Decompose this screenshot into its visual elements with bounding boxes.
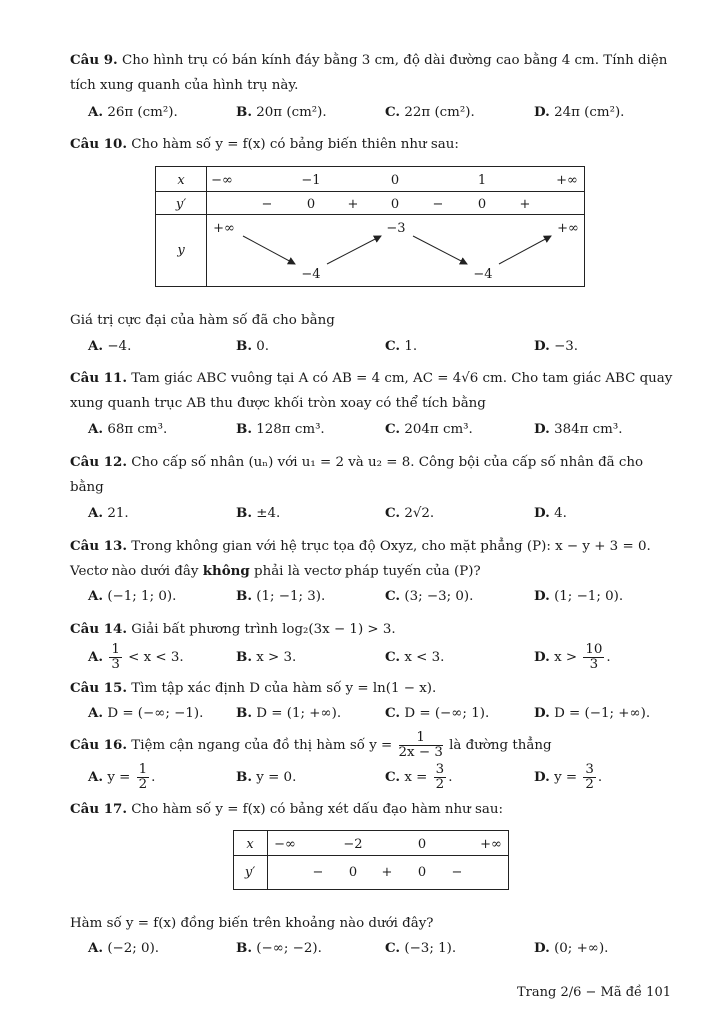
option-c[interactable]: C. x < 3. [385, 649, 445, 665]
option-d[interactable]: D. 4. [534, 505, 567, 521]
option-b[interactable]: B. (−∞; −2). [236, 940, 322, 956]
yprime-label: y′ [244, 865, 256, 880]
option-c[interactable]: C. (3; −3; 0). [385, 588, 474, 604]
question-number: Câu 9. [70, 52, 118, 68]
question-text-end: phải là vectơ pháp tuyến của (P)? [254, 564, 481, 579]
question-number: Câu 14. [70, 621, 128, 637]
question-9 [70, 48, 674, 98]
option-b[interactable]: B. 0. [236, 338, 270, 354]
question-number: Câu 11. [70, 370, 128, 386]
options-10 [88, 334, 678, 358]
sign: + [347, 197, 359, 212]
fraction: $\frac{1}{2x - 3}$ [398, 730, 443, 760]
option-d[interactable]: D. (0; +∞). [534, 940, 609, 956]
x-value: −2 [343, 837, 363, 852]
option-c[interactable]: C. x = $\frac{3}{2}$ . [385, 762, 453, 792]
question-text: Cho hình trụ có bán kính đáy bằng 3 cm, độ dài đường cao bằng 4 cm. Tính diện tích xung quanh của hình trụ này. [70, 53, 668, 93]
arrow-up [499, 236, 551, 264]
question-text: Cho cấp số nhân (uₙ) với u₁ = 2 và u₂ = 8. Công bội của cấp số nhân đã cho bằng [70, 455, 644, 495]
sign: − [261, 197, 273, 212]
page-footer: Trang 2/6 − Mã đề 101 [516, 985, 671, 1000]
arrow-down [413, 236, 467, 264]
sign: + [381, 865, 393, 880]
option-c[interactable]: C. 2√2. [385, 505, 435, 521]
x-value: −∞ [211, 173, 233, 188]
yprime-label: y′ [175, 197, 187, 212]
x-value: −1 [301, 173, 321, 188]
question-text: Tìm tập xác định D của hàm số y = ln(1 − x). [131, 681, 437, 696]
question-number: Câu 17. [70, 801, 128, 817]
option-a[interactable]: A. 26π (cm²). [88, 104, 178, 120]
y-top: −3 [386, 221, 406, 236]
question-number: Câu 10. [70, 136, 128, 152]
option-d[interactable]: D. (1; −1; 0). [534, 588, 624, 604]
x-value: 0 [417, 837, 427, 852]
options-14 [88, 640, 678, 674]
options-9 [88, 100, 678, 124]
option-d[interactable]: D. 384π cm³. [534, 421, 623, 437]
options-12 [88, 501, 678, 525]
x-value: +∞ [556, 173, 578, 188]
variation-table-10 [155, 166, 587, 290]
question-17-prompt: Hàm số y = f(x) đồng biến trên khoảng nào dưới đây? [70, 916, 434, 931]
options-16 [88, 760, 678, 794]
question-number: Câu 16. [70, 737, 128, 753]
option-b[interactable]: B. ±4. [236, 505, 281, 521]
y-label: y [177, 243, 185, 258]
emphasis: không [202, 563, 250, 579]
option-c[interactable]: C. 1. [385, 338, 418, 354]
option-a[interactable]: A. −4. [88, 338, 132, 354]
question-12 [70, 450, 674, 500]
option-b[interactable]: B. D = (1; +∞). [236, 705, 342, 721]
x-label: x [246, 837, 254, 852]
arrow-up [327, 236, 381, 264]
options-15 [88, 701, 678, 725]
y-top: +∞ [557, 221, 579, 236]
question-number: Câu 15. [70, 680, 128, 696]
question-number: Câu 12. [70, 454, 128, 470]
arrow-down [243, 236, 295, 264]
option-b[interactable]: B. 20π (cm²). [236, 104, 327, 120]
y-bottom: −4 [301, 267, 321, 282]
option-c[interactable]: C. 204π cm³. [385, 421, 473, 437]
sign: − [312, 865, 324, 880]
x-label: x [177, 173, 185, 188]
option-b[interactable]: B. 128π cm³. [236, 421, 325, 437]
question-16: Câu 16. Tiệm cận ngang của đồ thị hàm số y = $\frac{1}{2x - 3}$ là đường thẳng [70, 730, 552, 760]
options-13 [88, 584, 678, 608]
question-10 [70, 132, 674, 157]
question-text: Cho hàm số y = f(x) có bảng xét dấu đạo hàm như sau: [131, 802, 504, 817]
sign: − [451, 865, 463, 880]
sign: + [519, 197, 531, 212]
sign: − [432, 197, 444, 212]
option-a[interactable]: A. D = (−∞; −1). [88, 705, 204, 721]
option-a[interactable]: A. y = $\frac{1}{2}$ . [88, 762, 156, 792]
option-b[interactable]: B. y = 0. [236, 769, 297, 785]
x-value: 0 [390, 173, 400, 188]
x-value: +∞ [480, 837, 502, 852]
question-text: Trong không gian với hệ trục tọa độ Oxyz, cho mặt phẳng (P): x − y + 3 = 0. Vectơ nào dưới đây [70, 539, 651, 579]
sign: 0 [417, 865, 427, 880]
option-a[interactable]: A. (−1; 1; 0). [88, 588, 177, 604]
y-top: +∞ [213, 221, 235, 236]
question-14 [70, 617, 674, 642]
question-number: Câu 13. [70, 538, 128, 554]
sign: 0 [348, 865, 358, 880]
sign-table-17 [233, 830, 511, 892]
x-value: −∞ [274, 837, 296, 852]
question-11 [70, 366, 674, 416]
x-value: 1 [477, 173, 487, 188]
option-c[interactable]: C. 22π (cm²). [385, 104, 475, 120]
option-a[interactable]: A. $\frac{1}{3}$ < x < 3. [88, 642, 184, 672]
option-b[interactable]: B. (1; −1; 3). [236, 588, 326, 604]
question-text: Giải bất phương trình log₂(3x − 1) > 3. [131, 622, 396, 637]
options-11 [88, 417, 678, 441]
option-a[interactable]: A. 68π cm³. [88, 421, 168, 437]
options-17 [88, 936, 678, 960]
question-text: Tam giác ABC vuông tại A có AB = 4 cm, AC = 4√6 cm. Cho tam giác ABC quay xung quanh trục AB thu được khối tròn xoay có thể tích bằng [70, 371, 673, 411]
option-c[interactable]: C. D = (−∞; 1). [385, 705, 490, 721]
option-c[interactable]: C. (−3; 1). [385, 940, 457, 956]
question-15 [70, 676, 674, 701]
option-a[interactable]: A. (−2; 0). [88, 940, 160, 956]
option-d[interactable]: D. y = $\frac{3}{2}$ . [534, 762, 603, 792]
option-d[interactable]: D. D = (−1; +∞). [534, 705, 651, 721]
option-d[interactable]: D. −3. [534, 338, 579, 354]
question-13 [70, 534, 674, 584]
question-text: Cho hàm số y = f(x) có bảng biến thiên như sau: [131, 137, 459, 152]
question-10-prompt: Giá trị cực đại của hàm số đã cho bằng [70, 313, 335, 328]
option-d[interactable]: D. 24π (cm²). [534, 104, 625, 120]
sign: 0 [477, 197, 487, 212]
sign: 0 [306, 197, 316, 212]
y-bottom: −4 [473, 267, 493, 282]
sign: 0 [390, 197, 400, 212]
option-b[interactable]: B. x > 3. [236, 649, 297, 665]
option-d[interactable]: D. x > $\frac{10}{3}$ . [534, 642, 611, 672]
question-17 [70, 797, 674, 822]
option-a[interactable]: A. 21. [88, 505, 129, 521]
